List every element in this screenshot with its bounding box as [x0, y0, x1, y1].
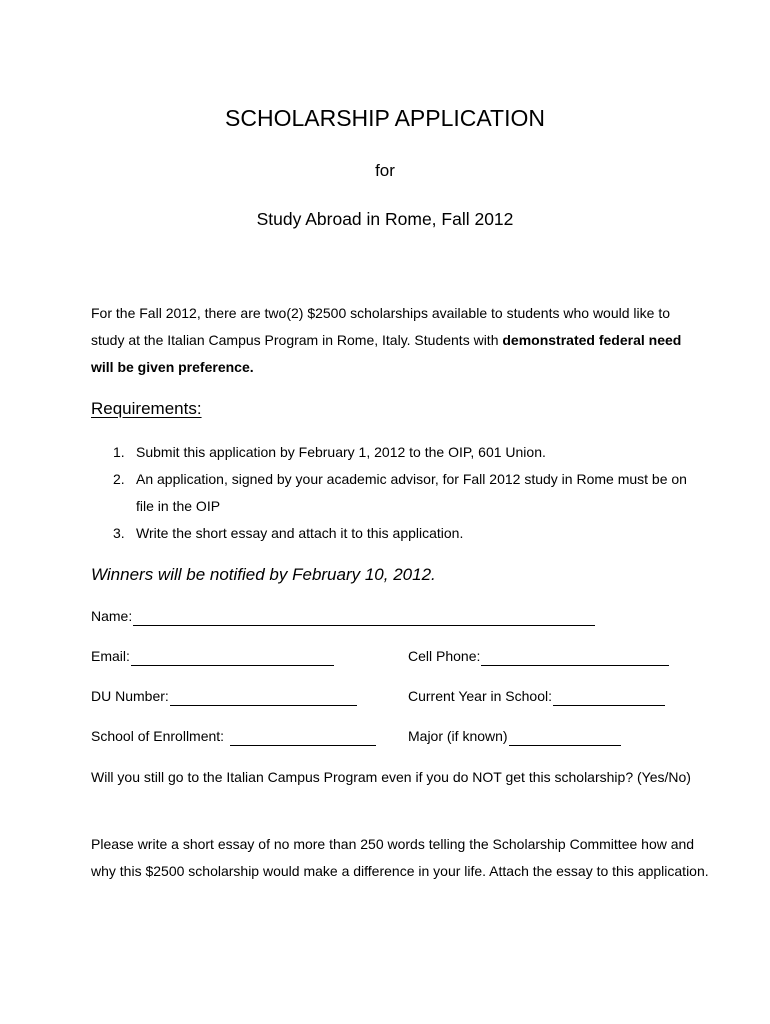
current-year-input-line[interactable] [553, 691, 665, 706]
page-title: SCHOLARSHIP APPLICATION [225, 105, 545, 131]
cell-phone-field [408, 646, 669, 666]
essay-instructions: Please write a short essay of no more than 250 words telling the Scholarship Committee how and why this $2500 scholarship would make a difference in your life. Attach the essay to this application. [91, 836, 709, 879]
name-field [91, 606, 595, 626]
requirement-number: 1. [113, 444, 125, 460]
school-enrollment-input-line[interactable] [230, 731, 376, 746]
cell-phone-input-line[interactable] [481, 651, 669, 666]
requirement-text: Write the short essay and attach it to this application. [136, 525, 464, 541]
requirement-text: Submit this application by February 1, 2012 to the OIP, 601 Union. [136, 444, 546, 460]
email-label: Email: [91, 648, 130, 664]
page-subtitle: Study Abroad in Rome, Fall 2012 [256, 209, 514, 229]
requirement-number: 3. [113, 525, 125, 541]
current-year-field [408, 686, 665, 706]
yes-no-question: Will you still go to the Italian Campus Program even if you do NOT get this scholarship? (Yes/No) [91, 769, 691, 785]
current-year-label: Current Year in School: [408, 688, 552, 704]
requirements-heading: Requirements: [91, 399, 202, 418]
requirement-text: An application, signed by your academic advisor, for Fall 2012 study in Rome must be on file in the OIP [136, 471, 687, 514]
school-enrollment-label: School of Enrollment: [91, 728, 225, 744]
du-number-input-line[interactable] [170, 691, 357, 706]
intro-paragraph [91, 300, 691, 381]
requirement-number: 2. [113, 471, 125, 487]
title-connector: for [375, 161, 395, 180]
email-field [91, 646, 334, 666]
winners-notice: Winners will be notified by February 10, 2012. [91, 565, 436, 584]
requirement-item [91, 520, 691, 547]
major-label: Major (if known) [408, 728, 508, 744]
school-enrollment-field [91, 726, 376, 746]
requirements-list [91, 439, 691, 547]
intro-bold-text: demonstrated federal need will be given preference. [91, 332, 682, 375]
intro-text: For the Fall 2012, there are two(2) $2500 scholarships available to students who would like to study at the Italian Campus Program in Rome, Italy. Students with [91, 305, 670, 348]
name-label: Name: [91, 608, 133, 624]
major-input-line[interactable] [509, 731, 621, 746]
email-input-line[interactable] [131, 651, 334, 666]
du-number-label: DU Number: [91, 688, 169, 704]
cell-phone-label: Cell Phone: [408, 648, 481, 664]
requirement-item [91, 466, 691, 520]
major-field [408, 726, 621, 746]
requirement-item [91, 439, 691, 466]
name-input-line[interactable] [133, 611, 595, 626]
du-number-field [91, 686, 357, 706]
